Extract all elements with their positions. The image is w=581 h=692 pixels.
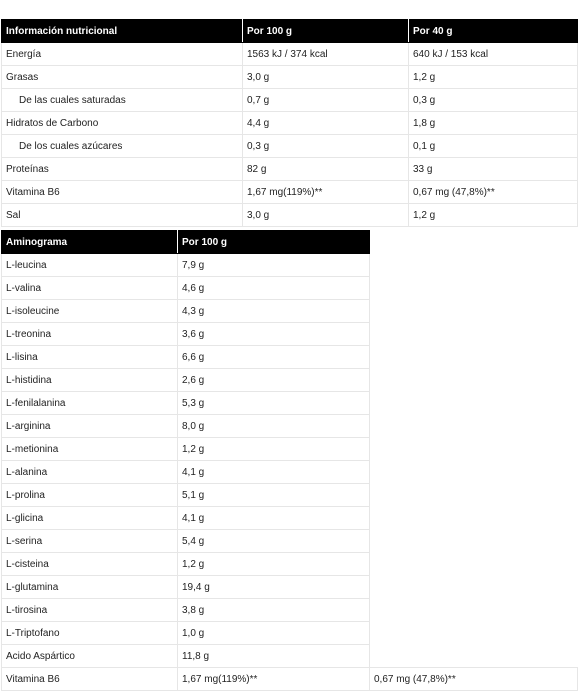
amino-per100-value: 5,1 g	[178, 484, 370, 507]
amino-per100-value: 5,3 g	[178, 392, 370, 415]
amino-extra-value	[370, 369, 578, 392]
amino-extra-value	[370, 461, 578, 484]
nutrient-label: Proteínas	[2, 158, 243, 181]
nutrient-label: Hidratos de Carbono	[2, 112, 243, 135]
amino-label: Vitamina B6	[2, 668, 178, 691]
table-row	[2, 346, 578, 369]
amino-label: L-leucina	[2, 254, 178, 277]
amino-per100-value: 7,9 g	[178, 254, 370, 277]
nutrient-per40-value: 1,2 g	[409, 204, 578, 227]
amino-label: Acido Aspártico	[2, 645, 178, 668]
amino-extra-value	[370, 576, 578, 599]
table-row	[2, 323, 578, 346]
nutrient-per100-value: 3,0 g	[243, 66, 409, 89]
nutrition-table	[1, 19, 578, 227]
nutrient-label: De los cuales azúcares	[2, 135, 243, 158]
nutrient-label: Energía	[2, 43, 243, 66]
amino-label: L-cisteina	[2, 553, 178, 576]
aminogram-header-blank	[370, 231, 578, 254]
table-row	[2, 622, 578, 645]
amino-per100-value: 1,2 g	[178, 553, 370, 576]
amino-extra-value	[370, 484, 578, 507]
table-row	[2, 369, 578, 392]
table-row	[2, 43, 578, 66]
table-row	[2, 530, 578, 553]
amino-per100-value: 4,1 g	[178, 507, 370, 530]
amino-extra-value: 0,67 mg (47,8%)**	[370, 668, 578, 691]
amino-label: L-isoleucine	[2, 300, 178, 323]
table-row	[2, 181, 578, 204]
table-row	[2, 645, 578, 668]
nutrient-per100-value: 1563 kJ / 374 kcal	[243, 43, 409, 66]
nutrient-per40-value: 33 g	[409, 158, 578, 181]
nutrient-per100-value: 0,7 g	[243, 89, 409, 112]
table-row	[2, 415, 578, 438]
nutrient-label: De las cuales saturadas	[2, 89, 243, 112]
table-row	[2, 438, 578, 461]
amino-label: L-glutamina	[2, 576, 178, 599]
amino-per100-value: 19,4 g	[178, 576, 370, 599]
table-row	[2, 66, 578, 89]
table-row	[2, 300, 578, 323]
nutrient-per40-value: 1,8 g	[409, 112, 578, 135]
table-row	[2, 507, 578, 530]
amino-label: L-alanina	[2, 461, 178, 484]
nutrient-per100-value: 4,4 g	[243, 112, 409, 135]
table-row	[2, 254, 578, 277]
nutrient-per40-value: 1,2 g	[409, 66, 578, 89]
nutrient-per100-value: 0,3 g	[243, 135, 409, 158]
nutrient-per40-value: 640 kJ / 153 kcal	[409, 43, 578, 66]
nutrient-per40-value: 0,67 mg (47,8%)**	[409, 181, 578, 204]
amino-per100-value: 11,8 g	[178, 645, 370, 668]
amino-per100-value: 1,67 mg(119%)**	[178, 668, 370, 691]
nutrient-per40-value: 0,1 g	[409, 135, 578, 158]
amino-label: L-serina	[2, 530, 178, 553]
table-row	[2, 576, 578, 599]
nutrition-header-per40: Por 40 g	[409, 20, 578, 43]
table-row	[2, 484, 578, 507]
amino-extra-value	[370, 530, 578, 553]
amino-per100-value: 3,6 g	[178, 323, 370, 346]
aminogram-header-row	[2, 231, 578, 254]
table-row	[2, 158, 578, 181]
amino-label: L-arginina	[2, 415, 178, 438]
table-row	[2, 89, 578, 112]
amino-label: L-fenilalanina	[2, 392, 178, 415]
nutrient-label: Vitamina B6	[2, 181, 243, 204]
table-row	[2, 277, 578, 300]
table-row	[2, 668, 578, 691]
amino-label: L-histidina	[2, 369, 178, 392]
amino-extra-value	[370, 599, 578, 622]
amino-label: L-lisina	[2, 346, 178, 369]
amino-per100-value: 3,8 g	[178, 599, 370, 622]
amino-extra-value	[370, 392, 578, 415]
amino-extra-value	[370, 300, 578, 323]
amino-label: L-Triptofano	[2, 622, 178, 645]
amino-extra-value	[370, 415, 578, 438]
nutrient-per100-value: 82 g	[243, 158, 409, 181]
amino-extra-value	[370, 323, 578, 346]
amino-label: L-valina	[2, 277, 178, 300]
amino-per100-value: 2,6 g	[178, 369, 370, 392]
amino-per100-value: 6,6 g	[178, 346, 370, 369]
nutrition-header-per100: Por 100 g	[243, 20, 409, 43]
amino-label: L-metionina	[2, 438, 178, 461]
amino-per100-value: 4,6 g	[178, 277, 370, 300]
amino-extra-value	[370, 553, 578, 576]
nutrition-header-row	[2, 20, 578, 43]
aminogram-header-label: Aminograma	[2, 231, 178, 254]
amino-extra-value	[370, 622, 578, 645]
amino-per100-value: 5,4 g	[178, 530, 370, 553]
amino-extra-value	[370, 254, 578, 277]
table-row	[2, 204, 578, 227]
amino-label: L-prolina	[2, 484, 178, 507]
amino-per100-value: 4,1 g	[178, 461, 370, 484]
table-row	[2, 599, 578, 622]
amino-extra-value	[370, 645, 578, 668]
nutrient-per100-value: 1,67 mg(119%)**	[243, 181, 409, 204]
table-row	[2, 112, 578, 135]
amino-extra-value	[370, 346, 578, 369]
nutrient-label: Sal	[2, 204, 243, 227]
amino-per100-value: 1,0 g	[178, 622, 370, 645]
amino-label: L-tirosina	[2, 599, 178, 622]
nutrient-per100-value: 3,0 g	[243, 204, 409, 227]
table-row	[2, 461, 578, 484]
nutrition-header-label: Información nutricional	[2, 20, 243, 43]
table-row	[2, 392, 578, 415]
aminogram-table	[1, 230, 578, 691]
amino-label: L-treonina	[2, 323, 178, 346]
table-row	[2, 135, 578, 158]
nutrient-per40-value: 0,3 g	[409, 89, 578, 112]
amino-extra-value	[370, 438, 578, 461]
amino-extra-value	[370, 277, 578, 300]
aminogram-header-per100: Por 100 g	[178, 231, 370, 254]
amino-per100-value: 4,3 g	[178, 300, 370, 323]
amino-label: L-glicina	[2, 507, 178, 530]
nutrient-label: Grasas	[2, 66, 243, 89]
amino-per100-value: 8,0 g	[178, 415, 370, 438]
amino-per100-value: 1,2 g	[178, 438, 370, 461]
amino-extra-value	[370, 507, 578, 530]
table-row	[2, 553, 578, 576]
